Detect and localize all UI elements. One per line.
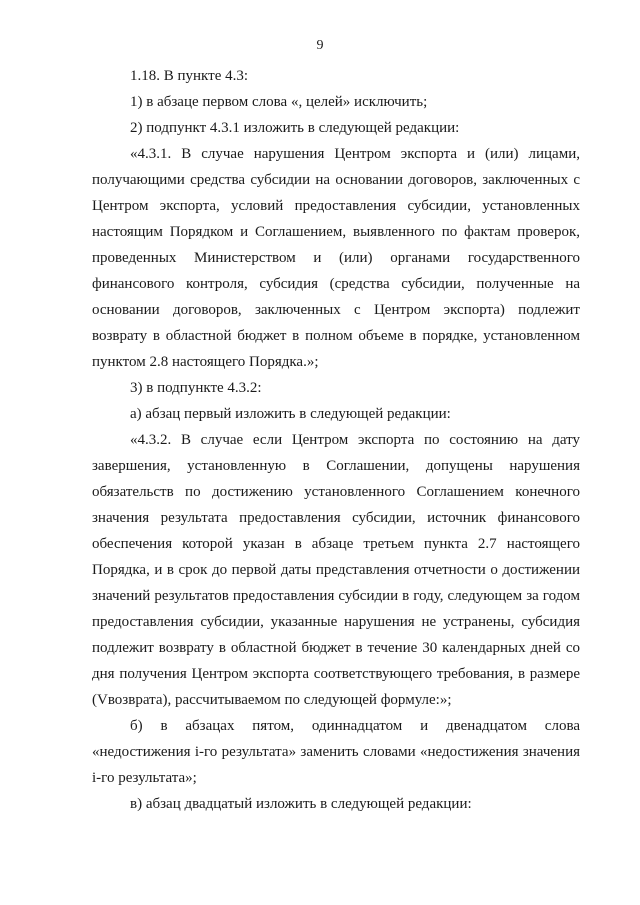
paragraph-item-3: 3) в подпункте 4.3.2: <box>130 380 262 396</box>
page-number: 9 <box>316 38 324 53</box>
document-body <box>92 63 580 817</box>
paragraph-item-1: 1) в абзаце первом слова «, целей» исключить; <box>130 94 428 110</box>
paragraph-item-2: 2) подпункт 4.3.1 изложить в следующей редакции: <box>130 120 460 136</box>
paragraph-item-v: в) абзац двадцатый изложить в следующей редакции: <box>130 796 472 812</box>
paragraph-item-a: а) абзац первый изложить в следующей редакции: <box>130 406 451 422</box>
paragraph-item-b: б) в абзацах пятом, одиннадцатом и двенадцатом слова «недостижения i-го результата» заменить словами «недостижения значения i-го результата»; <box>92 718 580 786</box>
paragraph-quote-4-3-1: «4.3.1. В случае нарушения Центром экспорта и (или) лицами, получающими средства субсидии на основании договоров, заключенных с Центром экспорта, условий предоставления субсидии, установленных настоящим Порядком и Соглашением, выявленного по фактам проверок, проведенных Министерством и (или) органами государственного финансового контроля, субсидия (средства субсидии, полученные на основании договоров, заключенных с Центром экспорта) подлежит возврату в областной бюджет в полном объеме в порядке, установленном пунктом 2.8 настоящего Порядка.»; <box>92 146 580 370</box>
paragraph-1-18: 1.18. В пункте 4.3: <box>130 68 249 84</box>
paragraph-quote-4-3-2: «4.3.2. В случае если Центром экспорта по состоянию на дату завершения, установленную в Соглашении, допущены нарушения обязательств по достижению установленного Соглашением конечного значения результата предоставления субсидии, источник финансового обеспечения которой указан в абзаце третьем пункта 2.7 настоящего Порядка, и в срок до первой даты представления отчетности о достижении значений результатов предоставления субсидии в году, следующем за годом предоставления субсидии, указанные нарушения не устранены, субсидия подлежит возврату в областной бюджет в течение 30 календарных дней со дня получения Центром экспорта соответствующего требования, в размере (Vвозврата), рассчитываемом по следующей формуле:»; <box>92 432 580 708</box>
